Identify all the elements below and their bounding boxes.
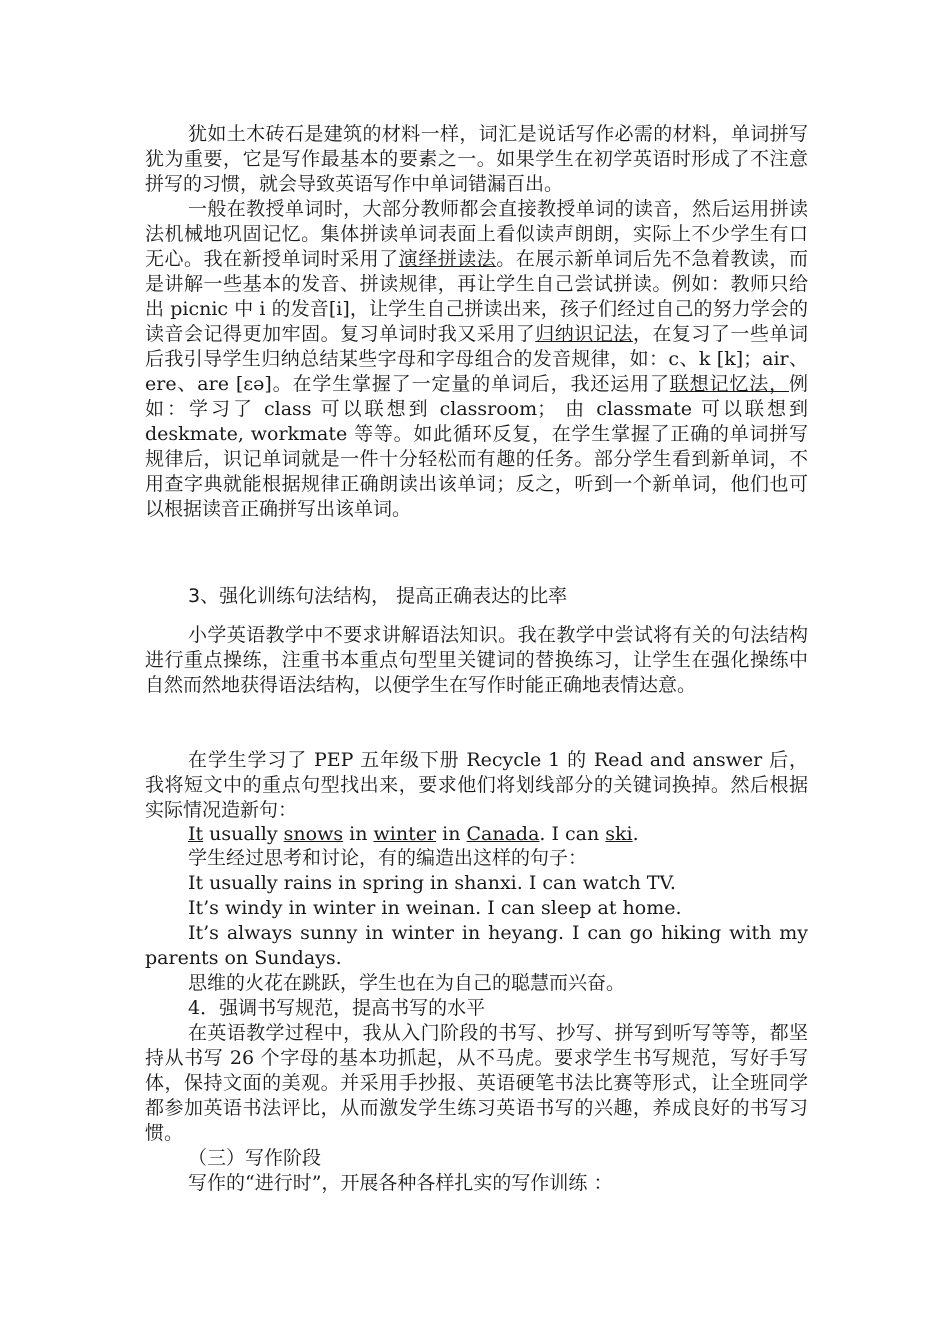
text-run: 例如：学习了 class 可以联想到 classroom； 由 classmate 可以联想到 deskmate, workmate 等等。如此循环反复，在学生掌握了正确的单词拼写规律后，识记单词就是一件十分轻松而有趣的任务。部分学生看到新单词，不用查字典就能根据规律正确朗读出该单词；反之，听到一个新单词，他们也可以根据读音正确拼写出该单词。: [145, 373, 808, 520]
paragraph-text: 小学英语教学中不要求讲解语法知识。我在教学中尝试将有关的句法结构进行重点操练，注重书本重点句型里关键词的替换练习，让学生在强化操练中自然而然地获得语法结构，以便学生在写作时能正确地表情达意。: [145, 624, 808, 696]
text-run: usually: [203, 823, 284, 845]
paragraph-text: 在学生学习了 PEP 五年级下册 Recycle 1 的 Read and answer 后，我将短文中的重点句型找出来，要求他们将划线部分的关键词换掉。然后根据实际情况造新句：: [145, 749, 808, 821]
text-run: in: [436, 823, 467, 845]
underlined-word: snows: [283, 823, 344, 845]
paragraph-syntax: [145, 623, 808, 698]
paragraph-spelling-methods: [145, 197, 808, 522]
text-run: 。在展示新单词后先不急着教读，而是讲解一些基本的发音、拼读规律，再让学生自己尝试拼读。例如：教师只给出 picnic 中 i 的发音[i]，让学生自己拼读出来，孩子们经过自己的努力学会的读音会记得更加牢固。复习单词时我又采用了: [145, 248, 808, 345]
student-sentence: It’s always sunny in winter in heyang. I can go hiking with my parents on Sundays.: [145, 922, 808, 969]
underlined-word: winter: [373, 823, 437, 845]
underlined-word: It: [188, 823, 204, 845]
intro-line: 学生经过思考和讨论，有的编造出这样的句子：: [188, 847, 588, 869]
section-heading-stage: （三）写作阶段: [188, 1147, 322, 1169]
text-run: 一般在教授单词时，大部分教师都会直接教授单词的读音，然后运用拼读法机械地巩固记忆。集体拼读单词表面上看似读声朗朗，实际上不少学生有口无心。我在新授单词时采用了: [145, 198, 808, 270]
section-heading-3: [145, 584, 808, 609]
underlined-term: 演绎拼读法: [398, 248, 497, 270]
student-examples: [145, 846, 808, 1021]
student-sentence: It usually rains in spring in shanxi. I can watch TV.: [188, 872, 676, 894]
closing-line: 思维的火花在跳跃，学生也在为自己的聪慧而兴奋。: [188, 972, 626, 994]
paragraph-text: 在英语教学过程中，我从入门阶段的书写、抄写、拼写到听写等等，都坚持从书写 26 个字母的基本功抓起，从不马虎。要求学生书写规范，写好手写体，保持文面的美观。并采用手抄报、英语硬笔书法比赛等形式，让全班同学都参加英语书法评比，从而激发学生练习英语书写的兴趣，养成良好的书写习惯。: [145, 1022, 808, 1144]
paragraph-text: 犹如土木砖石是建筑的材料一样，词汇是说话写作必需的材料，单词拼写犹为重要，它是写作最基本的要素之一。如果学生在初学英语时形成了不注意拼写的习惯，就会导致英语写作中单词错漏百出。: [145, 123, 808, 195]
underlined-term: 联想记忆法，: [669, 373, 789, 395]
student-sentence: It’s windy in winter in weinan. I can sleep at home.: [188, 897, 682, 919]
section-heading-4: 4．强调书写规范，提高书写的水平: [188, 997, 486, 1019]
text-run: .: [632, 823, 639, 845]
text-run: in: [343, 823, 374, 845]
closing-line: 写作的“进行时”，开展各种各样扎实的写作训练 ：: [188, 1172, 613, 1194]
underlined-term: 归纳识记法: [535, 323, 633, 345]
text-run: . I can: [539, 823, 606, 845]
paragraph-recycle: [145, 748, 808, 823]
paragraph-handwriting: [145, 1021, 808, 1196]
underlined-word: Canada: [466, 823, 540, 845]
text-run: ，在复习了一些单词后我引导学生归纳总结某些字母和字母组合的发音规律，如：c、k [k]；air、ere、are [ɛə]。在学生掌握了一定量的单词后，我还运用了: [145, 323, 808, 395]
example-sentence: [145, 822, 808, 847]
underlined-word: ski: [605, 823, 633, 845]
heading-text: 3、强化训练句法结构， 提高正确表达的比率: [188, 585, 568, 607]
paragraph-vocabulary: [145, 122, 808, 197]
